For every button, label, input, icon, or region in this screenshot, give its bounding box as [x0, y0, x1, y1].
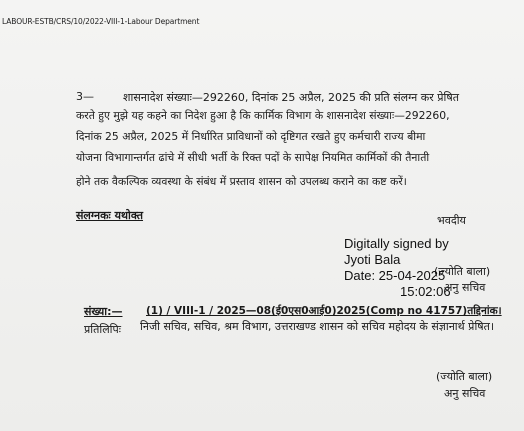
closing-salutation: भवदीय	[437, 214, 466, 227]
signatory-designation-2: अनु सचिव	[444, 387, 486, 400]
copy-to-text: निजी सचिव, सचिव, श्रम विभाग, उत्तराखण्ड शासन को सचिव महोदय के संज्ञानार्थ प्रेषित।	[140, 320, 495, 333]
signatory-name: (ज्योति बाला)	[434, 265, 491, 278]
signatory-name-2: (ज्योति बाला)	[436, 370, 493, 383]
body-line-4: योजना विभागान्तर्गत ढांचे में सीधी भर्ती के रिक्त पदों के सापेक्ष नियमित कार्मिकों की तैनाती	[76, 151, 430, 164]
digital-signature-line: Date: 25-04-2025	[344, 268, 446, 283]
digital-signature-line: 15:02:06	[400, 284, 451, 299]
copy-to-label: प्रतिलिपिः	[84, 323, 122, 336]
digital-signature-line: Digitally signed by	[344, 236, 449, 251]
endorsement-number: (1) / VIII-1 / 2025—08(ई0एस0आई0)2025(Comp no 41757)तद्दिनांक।	[146, 305, 502, 317]
endorsement-number-label: संख्या:—	[84, 305, 123, 318]
body-line-1: शासनादेश संख्याः—292260, दिनांक 25 अप्रैल, 2025 की प्रति संलग्न कर प्रेषित	[123, 91, 459, 104]
body-line-5: होने तक वैकल्पिक व्यवस्था के संबंध में प्रस्ताव शासन को उपलब्ध कराने का कष्ट करें।	[76, 175, 407, 188]
digital-signature-line: Jyoti Bala	[344, 252, 401, 267]
enclosure-note: संलग्नकः यथोक्त	[76, 209, 144, 222]
file-reference: LABOUR-ESTB/CRS/10/2022-VIII-1-Labour Department	[2, 17, 200, 26]
body-line-3: दिनांक 25 अप्रैल, 2025 में निर्धारित प्राविधानों को दृष्टिगत रखते हुए कर्मचारी राज्य बीमा	[76, 130, 426, 143]
signatory-designation: अनु सचिव	[444, 281, 486, 294]
body-line-2: करते हुए मुझे यह कहने का निदेश हुआ है कि कार्मिक विभाग के शासनादेश संख्याः—292260,	[76, 109, 450, 122]
paragraph-number: 3—	[76, 90, 94, 103]
